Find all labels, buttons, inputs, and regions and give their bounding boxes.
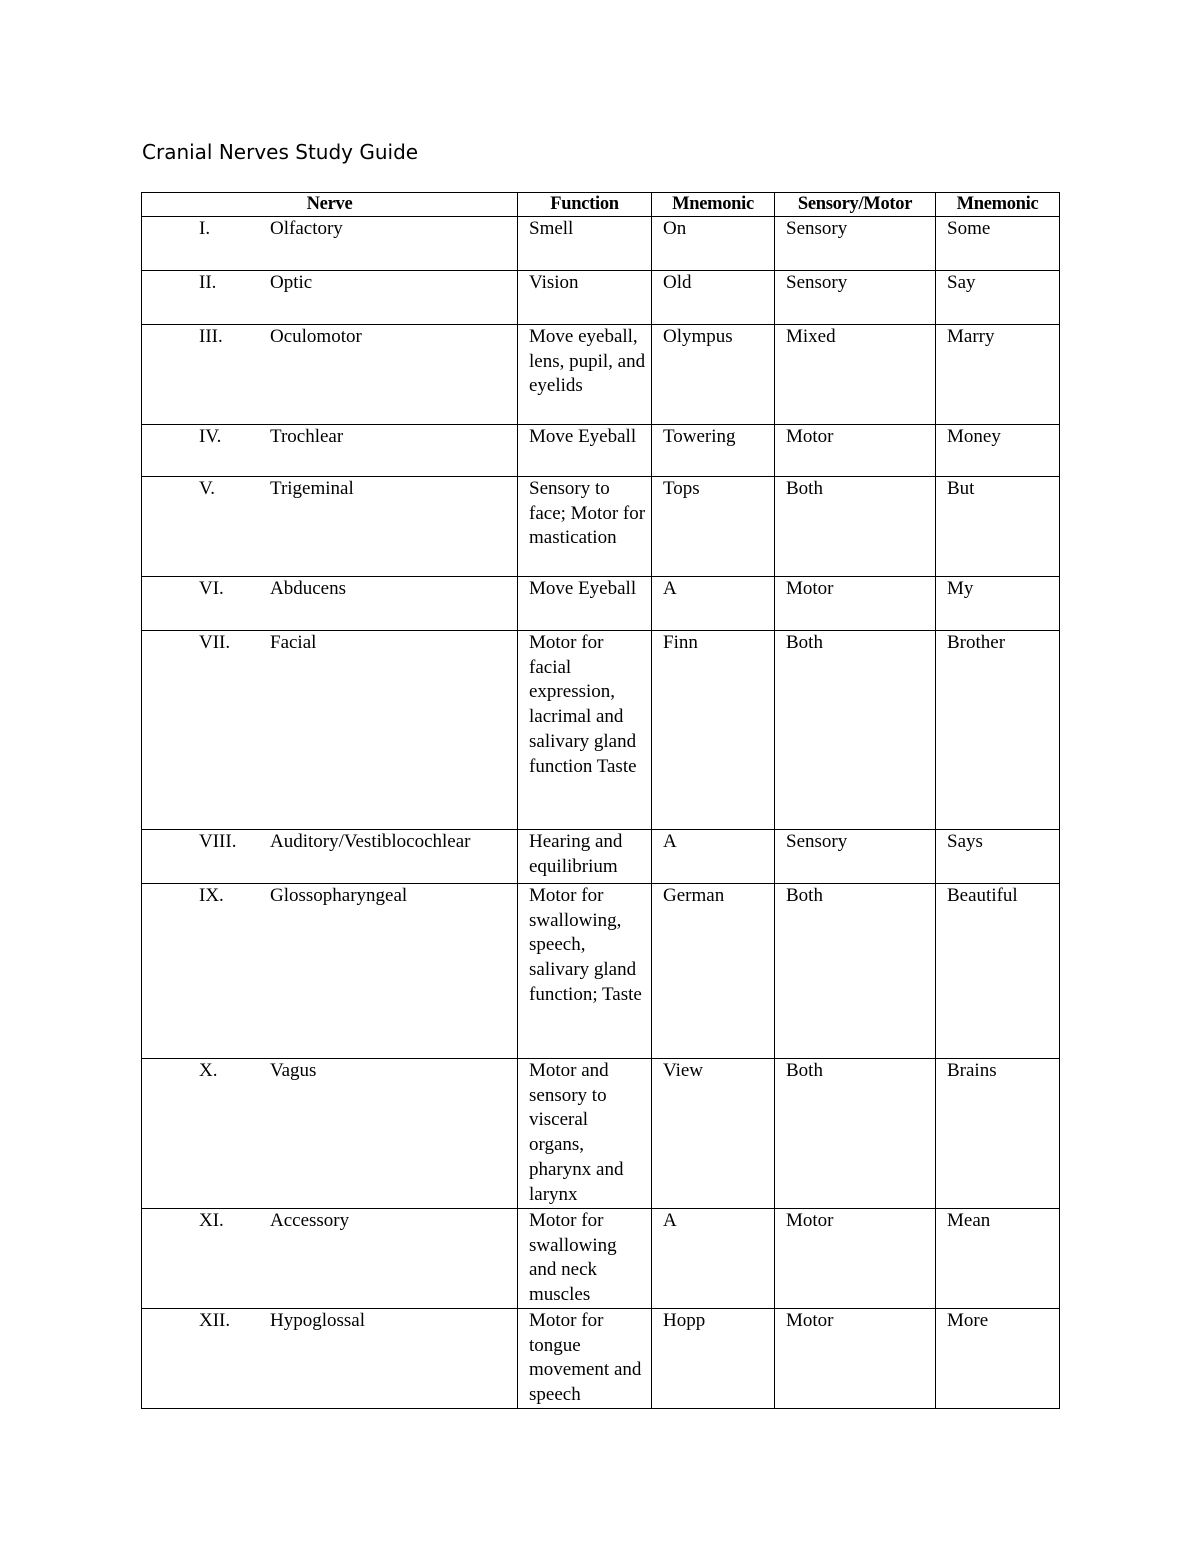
function-cell: Motor for tongue movement and speech <box>518 1309 652 1409</box>
sensory-motor-cell: Motor <box>775 577 936 631</box>
mnemonic-cell: Hopp <box>652 1309 775 1409</box>
cranial-nerves-table <box>141 192 1060 1409</box>
nerve-number: IX. <box>199 885 224 906</box>
nerve-name: Optic <box>270 272 313 293</box>
mnemonic-cell: German <box>652 884 775 1059</box>
mnemonic-2-cell: My <box>936 577 1060 631</box>
function-cell: Move Eyeball <box>518 425 652 477</box>
table-row <box>142 1209 1060 1309</box>
nerve-number: I. <box>199 218 211 239</box>
page-title: Cranial Nerves Study Guide <box>142 140 419 164</box>
mnemonic-cell: A <box>652 830 775 884</box>
mnemonic-2-cell: Some <box>936 217 1060 271</box>
mnemonic-2-cell: Brains <box>936 1059 1060 1209</box>
nerve-cell <box>142 830 518 884</box>
function-cell: Motor and sensory to visceral organs, pharynx and larynx <box>518 1059 652 1209</box>
function-cell: Vision <box>518 271 652 325</box>
nerve-name: Trigeminal <box>270 478 354 499</box>
nerve-number: XI. <box>199 1210 224 1231</box>
sensory-motor-cell: Sensory <box>775 271 936 325</box>
header-mnemonic-2: Mnemonic <box>936 193 1060 217</box>
nerve-name: Glossopharyngeal <box>270 885 408 906</box>
nerve-cell <box>142 425 518 477</box>
nerve-cell <box>142 1059 518 1209</box>
sensory-motor-cell: Both <box>775 631 936 830</box>
table-row <box>142 884 1060 1059</box>
mnemonic-cell: A <box>652 1209 775 1309</box>
sensory-motor-cell: Both <box>775 884 936 1059</box>
table-row <box>142 1059 1060 1209</box>
sensory-motor-cell: Both <box>775 1059 936 1209</box>
table-row <box>142 217 1060 271</box>
table-row <box>142 477 1060 577</box>
header-sensory-motor: Sensory/Motor <box>775 193 936 217</box>
mnemonic-2-cell: More <box>936 1309 1060 1409</box>
nerve-cell <box>142 271 518 325</box>
nerve-number: III. <box>199 326 223 347</box>
header-mnemonic: Mnemonic <box>652 193 775 217</box>
nerve-cell <box>142 477 518 577</box>
function-cell: Smell <box>518 217 652 271</box>
table-row <box>142 577 1060 631</box>
mnemonic-2-cell: Say <box>936 271 1060 325</box>
function-cell: Motor for facial expression, lacrimal and salivary gland function Taste <box>518 631 652 830</box>
mnemonic-cell: View <box>652 1059 775 1209</box>
table-row <box>142 830 1060 884</box>
mnemonic-2-cell: Beautiful <box>936 884 1060 1059</box>
nerve-cell <box>142 1209 518 1309</box>
mnemonic-2-cell: Money <box>936 425 1060 477</box>
mnemonic-2-cell: Says <box>936 830 1060 884</box>
nerve-name: Accessory <box>270 1210 350 1231</box>
nerve-number: X. <box>199 1060 218 1081</box>
nerve-cell <box>142 217 518 271</box>
mnemonic-2-cell: Mean <box>936 1209 1060 1309</box>
mnemonic-cell: A <box>652 577 775 631</box>
nerve-number: VIII. <box>199 831 237 852</box>
mnemonic-2-cell: Brother <box>936 631 1060 830</box>
mnemonic-cell: Olympus <box>652 325 775 425</box>
mnemonic-cell: Finn <box>652 631 775 830</box>
sensory-motor-cell: Both <box>775 477 936 577</box>
table-header-row <box>142 193 1060 217</box>
nerve-cell <box>142 884 518 1059</box>
table-body <box>142 217 1060 1409</box>
sensory-motor-cell: Mixed <box>775 325 936 425</box>
table-row <box>142 1309 1060 1409</box>
table-row <box>142 271 1060 325</box>
nerve-cell <box>142 631 518 830</box>
mnemonic-cell: Towering <box>652 425 775 477</box>
function-cell: Move Eyeball <box>518 577 652 631</box>
mnemonic-2-cell: But <box>936 477 1060 577</box>
nerve-name: Trochlear <box>270 426 344 447</box>
header-function: Function <box>518 193 652 217</box>
table-row <box>142 631 1060 830</box>
sensory-motor-cell: Motor <box>775 425 936 477</box>
nerve-cell <box>142 325 518 425</box>
nerve-name: Vagus <box>270 1060 317 1081</box>
nerve-name: Auditory/Vestiblocochlear <box>270 831 471 852</box>
nerve-number: XII. <box>199 1310 231 1331</box>
header-nerve: Nerve <box>142 193 518 217</box>
nerve-name: Facial <box>270 632 317 653</box>
table-row <box>142 325 1060 425</box>
nerve-name: Olfactory <box>270 218 343 239</box>
nerve-number: IV. <box>199 426 222 447</box>
function-cell: Motor for swallowing, speech, salivary gland function; Taste <box>518 884 652 1059</box>
nerve-number: V. <box>199 478 216 499</box>
nerve-name: Oculomotor <box>270 326 362 347</box>
function-cell: Move eyeball, lens, pupil, and eyelids <box>518 325 652 425</box>
nerve-cell <box>142 1309 518 1409</box>
nerve-name: Hypoglossal <box>270 1310 365 1331</box>
sensory-motor-cell: Sensory <box>775 217 936 271</box>
function-cell: Motor for swallowing and neck muscles <box>518 1209 652 1309</box>
function-cell: Sensory to face; Motor for mastication <box>518 477 652 577</box>
nerve-number: VI. <box>199 578 224 599</box>
mnemonic-cell: Old <box>652 271 775 325</box>
table-row <box>142 425 1060 477</box>
sensory-motor-cell: Motor <box>775 1309 936 1409</box>
mnemonic-2-cell: Marry <box>936 325 1060 425</box>
sensory-motor-cell: Motor <box>775 1209 936 1309</box>
sensory-motor-cell: Sensory <box>775 830 936 884</box>
mnemonic-cell: On <box>652 217 775 271</box>
nerve-number: II. <box>199 272 217 293</box>
nerve-number: VII. <box>199 632 231 653</box>
nerve-cell <box>142 577 518 631</box>
nerve-name: Abducens <box>270 578 346 599</box>
mnemonic-cell: Tops <box>652 477 775 577</box>
function-cell: Hearing and equilibrium <box>518 830 652 884</box>
